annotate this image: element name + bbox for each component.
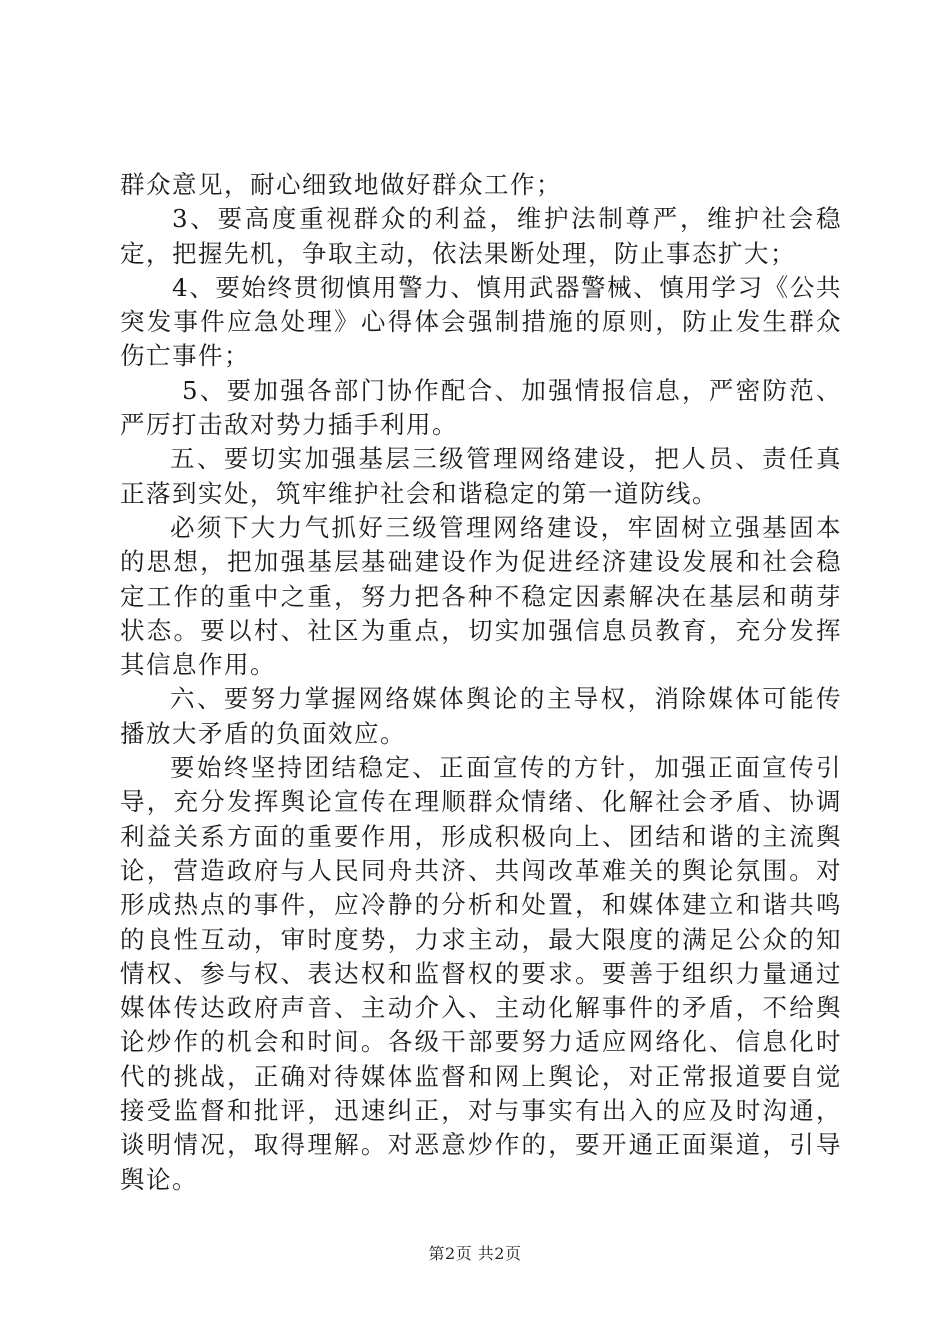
paragraph-body-5: 必须下大力气抓好三级管理网络建设，牢固树立强基固本的思想，把加强基层基础建设作为促进经济建设发展和社会稳定工作的重中之重，努力把各种不稳定因素解决在基层和萌芽状态。要以村、社区为重点，切实加强信息员教育，充分发挥其信息作用。 [120,512,842,680]
paragraph-body-6: 要始终坚持团结稳定、正面宣传的方针，加强正面宣传引导，充分发挥舆论宣传在理顺群众情绪、化解社会矛盾、协调利益关系方面的重要作用，形成积极向上、团结和谐的主流舆论，营造政府与人民同舟共济、共闯改革难关的舆论氛围。对形成热点的事件，应冷静的分析和处置，和媒体建立和谐共鸣的良性互动，审时度势，力求主动，最大限度的满足公众的知情权、参与权、表达权和监督权的要求。要善于组织力量通过媒体传达政府声音、主动介入、主动化解事件的矛盾，不给舆论炒作的机会和时间。各级干部要努力适应网络化、信息化时代的挑战，正确对待媒体监督和网上舆论，对正常报道要自觉接受监督和批评，迅速纠正，对与事实有出入的应及时沟通，谈明情况，取得理解。对恶意炒作的，要开通正面渠道，引导舆论。 [120,753,842,1194]
document-body [120,168,842,1197]
paragraph-item-5: 5、要加强各部门协作配合、加强情报信息，严密防范、严厉打击敌对势力插手利用。 [120,375,842,440]
paragraph-continuation: 群众意见，耐心细致地做好群众工作； [120,170,562,199]
page-number: 第2页 共2页 [428,1244,522,1263]
paragraph-item-4: 4、要始终贯彻慎用警力、慎用武器警械、慎用学习《公共突发事件应急处理》心得体会强制措施的原则，防止发生群众伤亡事件； [120,272,842,371]
paragraph-item-3: 3、要高度重视群众的利益，维护法制尊严，维护社会稳定，把握先机，争取主动，依法果断处理，防止事态扩大； [120,204,842,268]
section-heading-6: 六、要努力掌握网络媒体舆论的主导权，消除媒体可能传播放大矛盾的负面效应。 [120,684,842,748]
section-heading-5: 五、要切实加强基层三级管理网络建设，把人员、责任真正落到实处，筑牢维护社会和谐稳定的第一道防线。 [120,444,842,508]
